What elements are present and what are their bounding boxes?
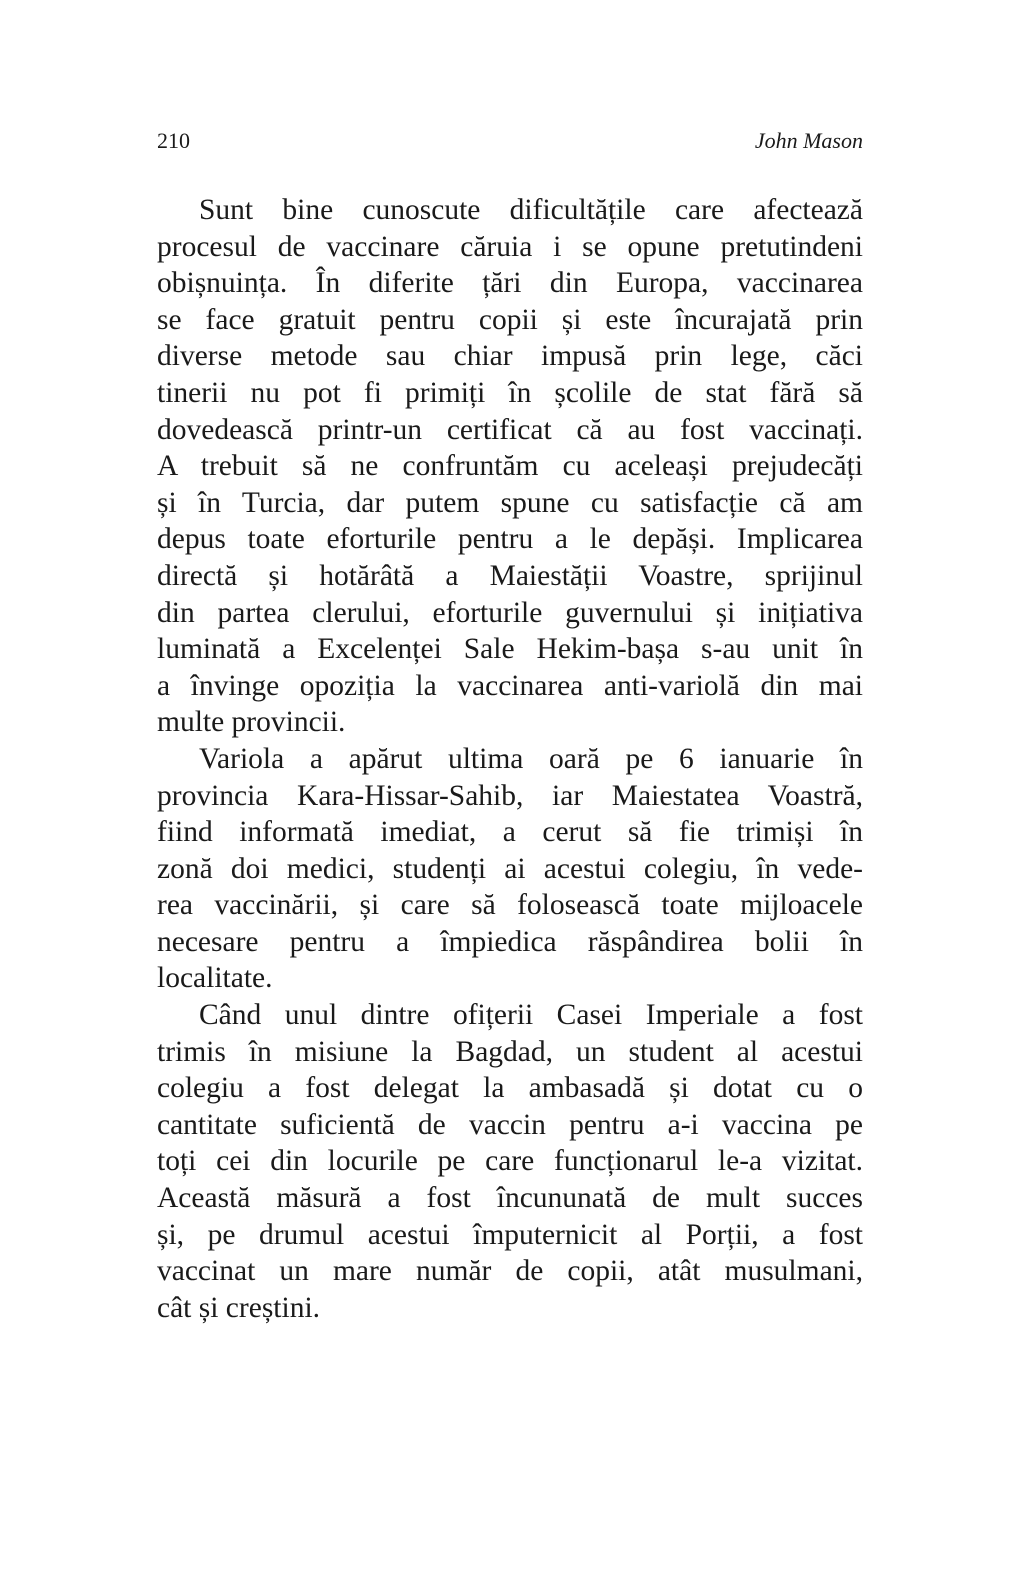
text-line: toți cei din locurile pe care funcționarul le-a vizitat. — [157, 1145, 863, 1178]
running-header — [157, 124, 863, 158]
text-line: se face gratuit pentru copii și este încurajată prin — [157, 303, 863, 336]
author-name: John Mason — [754, 128, 863, 153]
text-line: vaccinat un mare număr de copii, atât musulmani, — [157, 1255, 863, 1288]
text-line: diverse metode sau chiar impusă prin lege, căci — [157, 340, 863, 373]
text-line: a învinge opoziția la vaccinarea anti-variolă din mai — [157, 669, 863, 702]
text-line: Când unul dintre ofițerii Casei Imperiale a fost — [199, 999, 863, 1032]
text-line: cantitate suficientă de vaccin pentru a-i vaccina pe — [157, 1108, 863, 1141]
text-line: dovedească printr-un certificat că au fost vaccinați. — [157, 413, 863, 446]
text-line: zonă doi medici, studenți ai acestui colegiu, în vede- — [157, 852, 863, 885]
text-line: din partea clerului, eforturile guvernului și inițiativa — [157, 596, 863, 629]
paragraph-2 — [157, 741, 863, 997]
text-line: trimis în misiune la Bagdad, un student al acestui — [157, 1035, 863, 1068]
text-line: A trebuit să ne confruntăm cu aceleași prejudecăți — [157, 450, 863, 483]
text-line: tinerii nu pot fi primiți în școlile de stat fără să — [157, 376, 863, 409]
text-line: și, pe drumul acestui împuternicit al Porții, a fost — [157, 1218, 863, 1251]
text-line: directă și hotărâtă a Maiestății Voastre, sprijinul — [157, 559, 863, 592]
book-page — [157, 124, 863, 1324]
text-line: Această măsură a fost încununată de mult succes — [157, 1182, 863, 1215]
text-line: fiind informată imediat, a cerut să fie trimiși în — [157, 816, 863, 849]
text-line: depus toate eforturile pentru a le depăși. Implicarea — [157, 523, 863, 556]
paragraph-3 — [157, 997, 863, 1326]
text-line: procesul de vaccinare căruia i se opune pretutindeni — [157, 230, 863, 263]
text-line: provincia Kara-Hissar-Sahib, iar Maiestatea Voastră, — [157, 779, 863, 812]
text-line: rea vaccinării, și care să folosească toate mijloacele — [157, 889, 863, 922]
text-line: localitate. — [157, 962, 273, 995]
text-line: cât și creștini. — [157, 1291, 321, 1324]
text-line: necesare pentru a împiedica răspândirea bolii în — [157, 925, 863, 958]
text-line: obișnuința. În diferite țări din Europa, vaccinarea — [157, 267, 863, 300]
text-line: și în Turcia, dar putem spune cu satisfacție că am — [157, 486, 863, 519]
text-line: luminată a Excelenței Sale Hekim-bașa s-au unit în — [157, 633, 863, 666]
text-line: Sunt bine cunoscute dificultățile care afectează — [199, 194, 863, 226]
text-line: multe provincii. — [157, 706, 346, 739]
text-line: Variola a apărut ultima oară pe 6 ianuarie în — [199, 742, 863, 775]
page-number: 210 — [157, 128, 190, 153]
body-text — [157, 192, 863, 1326]
paragraph-1 — [157, 192, 863, 741]
text-line: colegiu a fost delegat la ambasadă și dotat cu o — [157, 1072, 863, 1105]
